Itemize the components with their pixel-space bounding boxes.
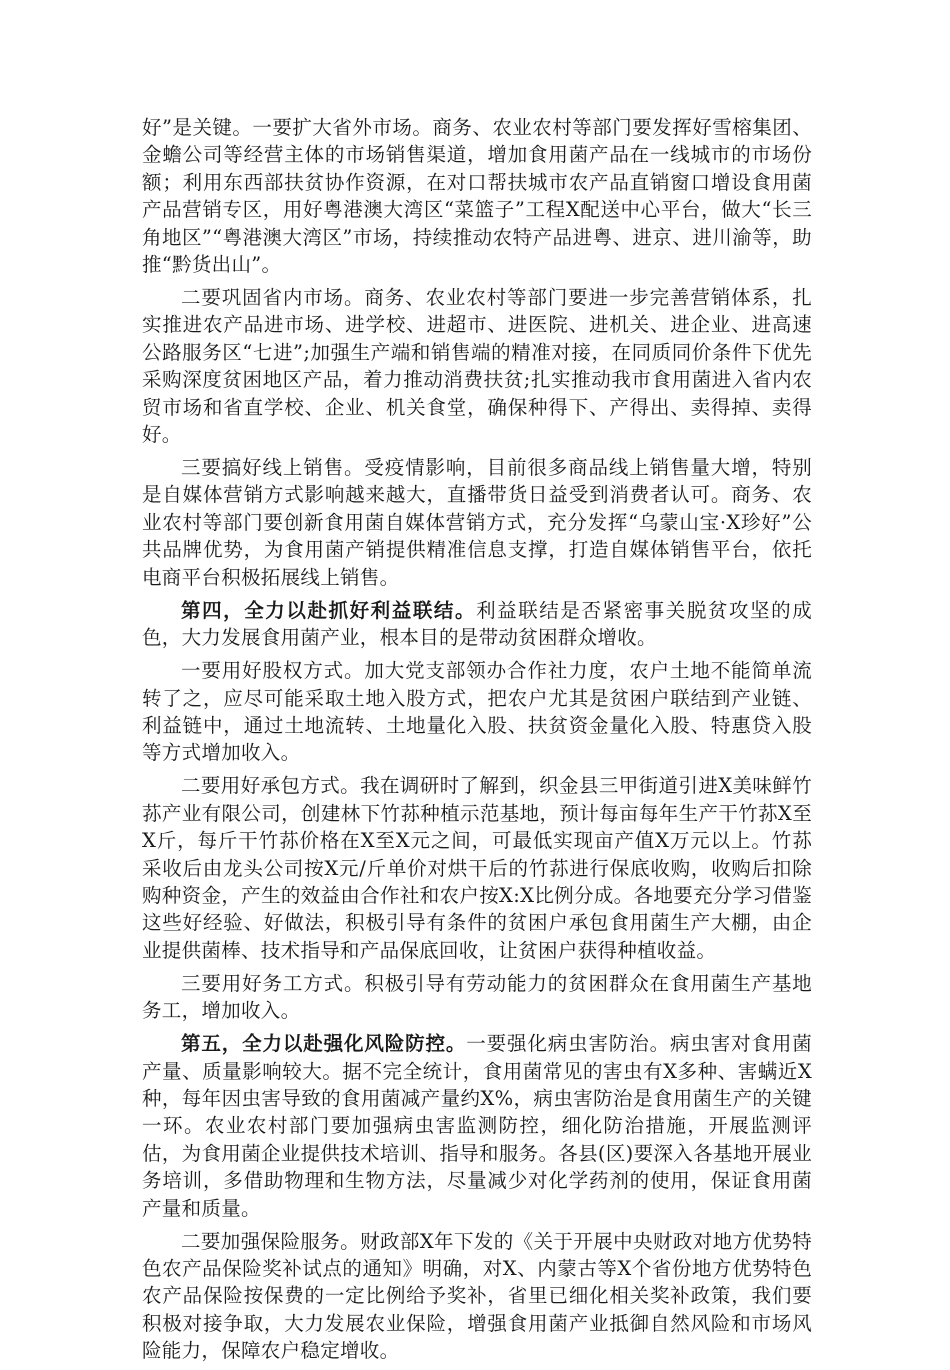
paragraph-text: 一要强化病虫害防治。病虫害对食用菌产量、质量影响较大。据不完全统计，食用菌常见的害虫有X多种、害螨近X种，每年因虫害导致的食用菌减产量约X%，病虫害防治是食用菌生产的关键一环。农业农村部门要加强病虫害监测防控，细化防治措施，开展监测评估，为食用菌企业提供技术培训、指导和服务。各县(区)要深入各基地开展业务培训，多借助物理和生物方法，尽量减少对化学药剂的使用，保证食用菌产量和质量。 <box>142 1032 813 1220</box>
paragraph-text: 二要加强保险服务。财政部X年下发的《关于开展中央财政对地方优势特色农产品保险奖补试点的通知》明确，对X、内蒙古等X个省份地方优势特色农产品保险按保费的一定比例给予奖补，省里已细化相关奖补政策，我们要积极对接争取，大力发展农业保险，增强食用菌产业抵御自然风险和市场风险能力，保障农户稳定增收。 <box>142 1229 812 1363</box>
paragraph-3 <box>142 454 812 591</box>
paragraph-4 <box>142 597 812 652</box>
paragraph-2 <box>142 284 812 448</box>
paragraph-text: 利益联结是否紧密事关脱贫攻坚的成色，大力发展食用菌产业，根本目的是带动贫困群众增收。 <box>142 598 812 650</box>
paragraph-1 <box>142 114 812 278</box>
section-heading-four: 第四，全力以赴抓好利益联结。 <box>181 598 477 622</box>
document-body <box>142 114 812 1370</box>
paragraph-6 <box>142 772 812 964</box>
paragraph-8 <box>142 1030 812 1222</box>
paragraph-9 <box>142 1228 812 1365</box>
paragraph-text: 三要用好务工方式。积极引导有劳动能力的贫困群众在食用菌生产基地务工，增加收入。 <box>142 971 812 1023</box>
paragraph-text: 二要用好承包方式。我在调研时了解到，织金县三甲街道引进X美味鲜竹荪产业有限公司，创建林下竹荪种植示范基地，预计每亩每年生产干竹荪X至X斤，每斤干竹荪价格在X至X元之间，可最低实现亩产值X万元以上。竹荪采收后由龙头公司按X元/斤单价对烘干后的竹荪进行保底收购，收购后扣除购种资金，产生的效益由合作社和农户按X:X比例分成。各地要充分学习借鉴这些好经验、好做法，积极引导有条件的贫困户承包食用菌生产大棚，由企业提供菌棒、技术指导和产品保底回收，让贫困户获得种植收益。 <box>142 774 812 962</box>
paragraph-text: 三要搞好线上销售。受疫情影响，目前很多商品线上销售量大增，特别是自媒体营销方式影响越来越大，直播带货日益受到消费者认可。商务、农业农村等部门要创新食用菌自媒体营销方式，充分发挥“乌蒙山宝·X珍好”公共品牌优势，为食用菌产销提供精准信息支撑，打造自媒体销售平台，依托电商平台积极拓展线上销售。 <box>142 456 812 589</box>
paragraph-5 <box>142 657 812 767</box>
paragraph-text: 一要用好股权方式。加大党支部领办合作社力度，农户土地不能简单流转了之，应尽可能采取土地入股方式，把农户尤其是贫困户联结到产业链、利益链中，通过土地流转、土地量化入股、扶贫资金量化入股、特惠贷入股等方式增加收入。 <box>142 659 812 765</box>
paragraph-7 <box>142 970 812 1025</box>
paragraph-text: 好”是关键。一要扩大省外市场。商务、农业农村等部门要发挥好雪榕集团、金蟾公司等经营主体的市场销售渠道，增加食用菌产品在一线城市的市场份额；利用东西部扶贫协作资源，在对口帮扶城市农产品直销窗口增设食用菌产品营销专区，用好粤港澳大湾区“菜篮子”工程X配送中心平台，做大“长三角地区”“粤港澳大湾区”市场，持续推动农特产品进粤、进京、进川渝等，助推“黔货出山”。 <box>142 116 812 277</box>
paragraph-text: 二要巩固省内市场。商务、农业农村等部门要进一步完善营销体系，扎实推进农产品进市场、进学校、进超市、进医院、进机关、进企业、进高速公路服务区“七进”;加强生产端和销售端的精准对接，在同质同价条件下优先采购深度贫困地区产品，着力推动消费扶贫;扎实推动我市食用菌进入省内农贸市场和省直学校、企业、机关食堂，确保种得下、产得出、卖得掉、卖得好。 <box>142 286 812 447</box>
section-heading-five: 第五，全力以赴强化风险防控。 <box>181 1032 467 1056</box>
